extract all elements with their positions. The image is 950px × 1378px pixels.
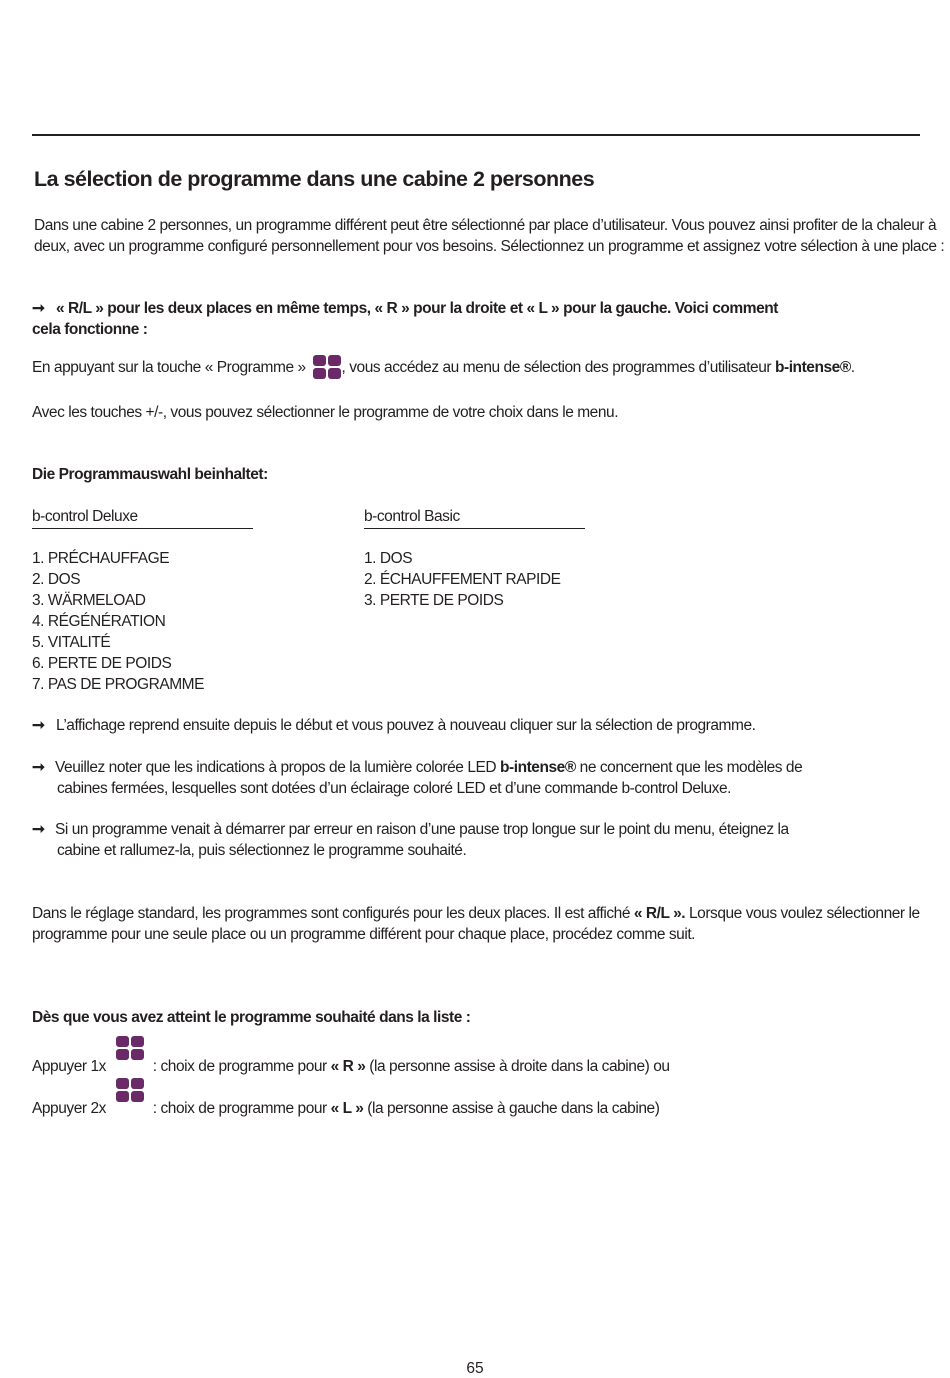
program-key-text-after: , vous accédez au menu de sélection des programmes d’utilisateur [341,359,775,376]
press-2-text-a: : choix de programme pour [152,1100,331,1117]
press-1-text-b: (la personne assise à droite dans la cabine) ou [365,1058,670,1075]
intro-paragraph [34,215,944,257]
program-key-text-before: En appuyant sur la touche « Programme » [32,359,306,376]
press-2-text-b: (la personne assise à gauche dans la cabine) [363,1100,660,1117]
highlight-note [32,298,778,340]
note-2-text-a: Veuillez noter que les indications à propos de la lumière colorée LED [55,759,500,776]
press-1-text-a: : choix de programme pour [152,1058,331,1075]
basic-heading: b-control Basic [364,506,585,529]
list-item: 1. PRÉCHAUFFAGE [32,550,170,567]
note-3-text-b: cabine et rallumez-la, puis sélectionnez le programme souhaité. [57,842,467,859]
list-item: 2. DOS [32,571,81,588]
deluxe-program-list [32,548,253,695]
program-key-line [32,354,855,382]
list-item: 3. PERTE DE POIDS [364,592,504,609]
brand-name: b-intense® [499,759,576,776]
highlight-line-1: « R/L » pour les deux places en même temps, « R » pour la droite et « L » pour la gauche. Voici comment [56,300,778,317]
intro-line-2: deux, avec un programme configuré personnellement pour vos besoins. Sélectionnez un programme et assignez votre sélection à une place : [34,238,945,255]
deluxe-column [32,506,253,695]
program-grid-icon [313,355,342,380]
list-item: 6. PERTE DE POIDS [32,655,172,672]
standard-paragraph [32,903,920,945]
press-2-key: « L » [330,1100,364,1117]
brand-name: b-intense® [774,359,851,376]
highlight-line-2: cela fonctionne : [32,321,148,338]
selection-heading: Die Programmauswahl beinhaltet: [32,466,268,483]
deluxe-heading: b-control Deluxe [32,506,253,529]
basic-program-list [364,548,585,611]
note-1 [32,715,756,736]
list-item: 1. DOS [364,550,413,567]
press-2-label: Appuyer 2x [32,1100,106,1117]
note-2-text-b: ne concernent que les modèles de [575,759,803,776]
program-key-text-end: . [850,359,855,376]
standard-rl: « R/L ». [633,905,686,922]
list-item: 4. RÉGÉNÉRATION [32,613,166,630]
press-1-label: Appuyer 1x [32,1058,106,1075]
standard-text-b: Lorsque vous voulez sélectionner le [685,905,920,922]
arrow-right-icon: ➞ [32,759,45,776]
program-grid-icon [116,1078,145,1103]
arrow-right-icon: ➞ [32,821,45,838]
note-2-text-c: cabines fermées, lesquelles sont dotées d’un éclairage coloré LED et d’une commande b-control Deluxe. [57,780,731,797]
list-item: 5. VITALITÉ [32,634,111,651]
page-title: La sélection de programme dans une cabine 2 personnes [34,167,595,191]
press-1-key: « R » [330,1058,366,1075]
note-2 [32,757,802,799]
basic-column [364,506,585,611]
intro-line-1: Dans une cabine 2 personnes, un programme différent peut être sélectionné par place d’utilisateur. Vous pouvez ainsi profiter de la chaleur à [34,217,937,234]
note-1-text: L’affichage reprend ensuite depuis le début et vous pouvez à nouveau cliquer sur la sélection de programme. [56,717,756,734]
reached-heading: Dès que vous avez atteint le programme souhaité dans la liste : [32,1009,471,1026]
program-grid-icon [116,1036,145,1061]
plusminus-line: Avec les touches +/-, vous pouvez sélectionner le programme de votre choix dans le menu. [32,404,619,421]
note-3-text-a: Si un programme venait à démarrer par erreur en raison d’une pause trop longue sur le point du menu, éteignez la [55,821,789,838]
list-item: 7. PAS DE PROGRAMME [32,676,205,693]
standard-text-c: programme pour une seule place ou un programme différent pour chaque place, procédez comme suit. [32,926,696,943]
note-3 [32,819,789,861]
arrow-right-icon: ➞ [32,300,45,317]
press-1-line [32,1047,670,1078]
arrow-right-icon: ➞ [32,717,45,734]
header-rule [32,134,920,136]
list-item: 2. ÉCHAUFFEMENT RAPIDE [364,571,561,588]
standard-text-a: Dans le réglage standard, les programmes sont configurés pour les deux places. Il est affiché [32,905,634,922]
press-2-line [32,1089,659,1120]
page-number: 65 [466,1360,484,1377]
list-item: 3. WÄRMELOAD [32,592,146,609]
